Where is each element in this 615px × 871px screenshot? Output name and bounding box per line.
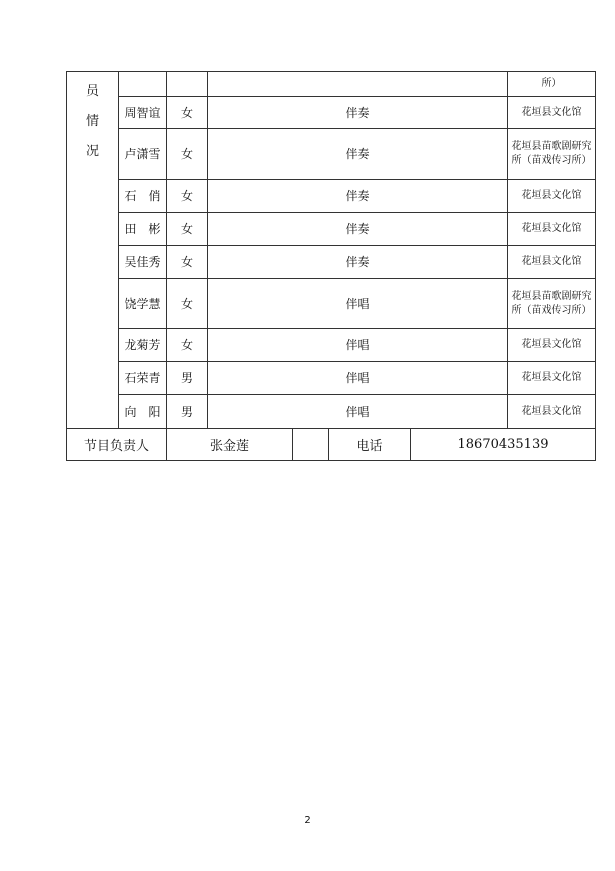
table-row (67, 246, 596, 279)
table-row (67, 279, 596, 329)
gender-cell: 女 (167, 329, 208, 362)
side-label-cell (67, 72, 119, 429)
gender-cell: 男 (167, 395, 208, 429)
name-cell: 卢潇雪 (119, 129, 167, 180)
gender-cell: 女 (167, 246, 208, 279)
name-cell: 石 俏 (119, 180, 167, 213)
gender-cell (167, 72, 208, 97)
org-cell: 花垣县文化馆 (508, 213, 596, 246)
name-cell: 吴佳秀 (119, 246, 167, 279)
lead-label: 节目负责人 (67, 429, 167, 461)
gender-cell: 女 (167, 213, 208, 246)
name-cell: 石荣青 (119, 362, 167, 395)
org-cell: 所） (508, 72, 596, 97)
org-cell: 花垣县文化馆 (508, 329, 596, 362)
phone-number: 18670435139 (411, 429, 596, 461)
role-cell: 伴唱 (208, 329, 508, 362)
name-cell: 向 阳 (119, 395, 167, 429)
role-cell (208, 72, 508, 97)
name-cell: 龙菊芳 (119, 329, 167, 362)
name-cell (119, 72, 167, 97)
gender-cell: 女 (167, 129, 208, 180)
org-cell: 花垣县文化馆 (508, 180, 596, 213)
role-cell: 伴奏 (208, 129, 508, 180)
role-cell: 伴奏 (208, 97, 508, 129)
blank-cell (293, 429, 329, 461)
org-cell: 花垣县苗歌剧研究所（苗戏传习所） (508, 129, 596, 180)
role-cell: 伴奏 (208, 213, 508, 246)
org-cell: 花垣县文化馆 (508, 97, 596, 129)
side-label-char: 员 (85, 84, 99, 99)
table-row (67, 329, 596, 362)
role-cell: 伴奏 (208, 246, 508, 279)
table-row (67, 395, 596, 429)
org-cell: 花垣县文化馆 (508, 395, 596, 429)
page-number: 2 (304, 815, 311, 826)
side-label-char: 况 (85, 144, 99, 159)
footer-table (66, 428, 596, 461)
gender-cell: 男 (167, 362, 208, 395)
table-row (67, 213, 596, 246)
role-cell: 伴唱 (208, 395, 508, 429)
lead-name: 张金莲 (167, 429, 293, 461)
phone-label: 电话 (329, 429, 411, 461)
table-row (67, 180, 596, 213)
table-row (67, 97, 596, 129)
members-table (66, 71, 596, 429)
side-label-char: 情 (85, 114, 99, 129)
table-row (67, 362, 596, 395)
role-cell: 伴唱 (208, 279, 508, 329)
table-row (67, 72, 596, 97)
name-cell: 周智谊 (119, 97, 167, 129)
role-cell: 伴唱 (208, 362, 508, 395)
org-cell: 花垣县苗歌剧研究所（苗戏传习所） (508, 279, 596, 329)
name-cell: 饶学慧 (119, 279, 167, 329)
org-cell: 花垣县文化馆 (508, 362, 596, 395)
table-row (67, 129, 596, 180)
gender-cell: 女 (167, 97, 208, 129)
gender-cell: 女 (167, 279, 208, 329)
gender-cell: 女 (167, 180, 208, 213)
org-cell: 花垣县文化馆 (508, 246, 596, 279)
name-cell: 田 彬 (119, 213, 167, 246)
role-cell: 伴奏 (208, 180, 508, 213)
